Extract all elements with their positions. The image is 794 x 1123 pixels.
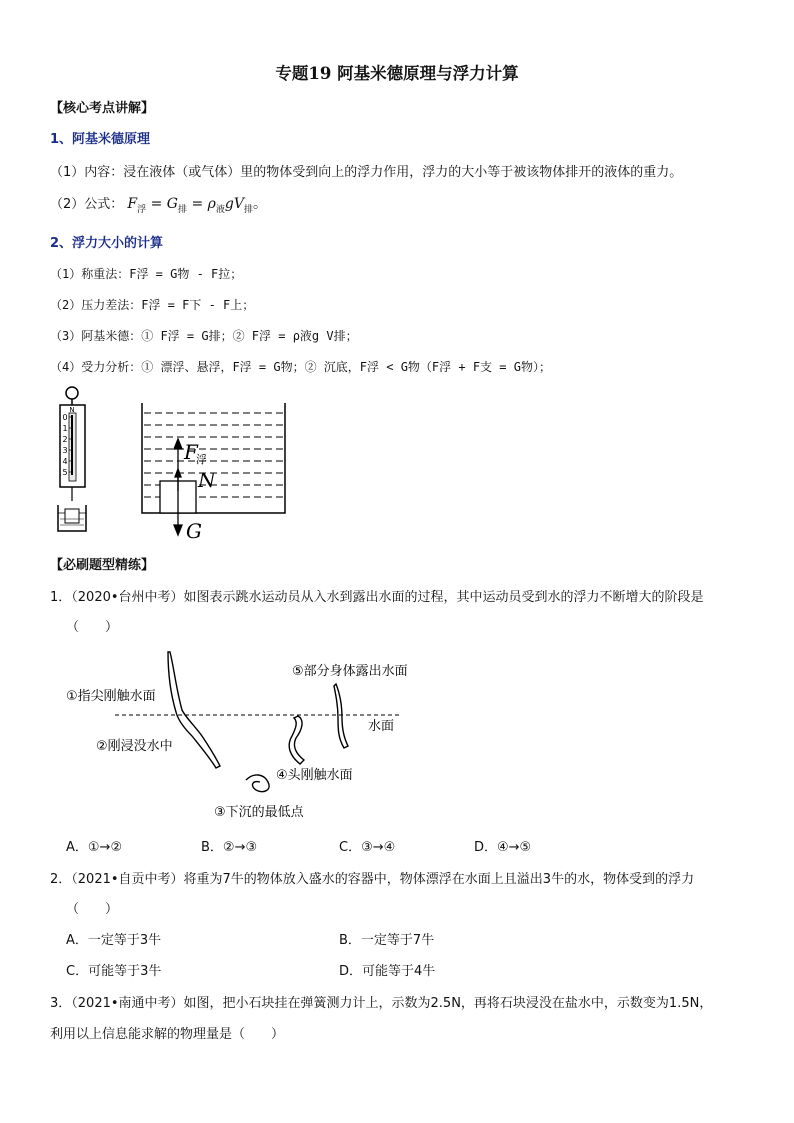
diver-head-touch-icon: [289, 716, 304, 764]
q2-option-a[interactable]: A．一定等于3牛: [66, 933, 162, 948]
svg-text:3: 3: [62, 446, 68, 455]
method-archimedes: （3）阿基米德：① F浮 = G排；② F浮 = ρ液g V排；: [50, 329, 358, 343]
label-stage-1: ①指尖刚触水面: [66, 689, 156, 704]
diver-emerging-icon: [334, 684, 348, 748]
label-water-surface: 水面: [368, 719, 395, 734]
diver-lowest-icon: [246, 775, 269, 792]
method-pressure-difference: （2）压力差法：F浮 = F下 - F上；: [50, 298, 255, 312]
svg-text:2: 2: [62, 435, 68, 444]
gravity-label: G: [186, 519, 202, 543]
label-stage-4: ④头刚触水面: [276, 768, 353, 783]
question-1-bracket: （ ）: [66, 620, 119, 635]
force-figure: [50, 383, 420, 543]
heading-calculation: 2、浮力大小的计算: [50, 236, 164, 251]
heading-archimedes: 1、阿基米德原理: [50, 132, 151, 147]
archimedes-formula: $F_浮 = G_排 = \rho_液gV_排$。: [127, 196, 267, 215]
q1-option-d[interactable]: D．④→⑤: [474, 840, 532, 855]
q2-option-c[interactable]: C．可能等于3牛: [66, 964, 162, 979]
support-label: N: [198, 468, 216, 492]
scale-unit: N: [69, 406, 75, 414]
formula-prefix: （2）公式：: [50, 197, 124, 212]
svg-text:5: 5: [62, 468, 68, 477]
method-force-analysis: （4）受力分析：① 漂浮、悬浮，F浮 = G物；② 沉底，F浮 < G物（F浮 + F支 = G物）；: [50, 360, 551, 374]
label-stage-5: ⑤部分身体露出水面: [292, 664, 408, 679]
diver-figure: [60, 648, 480, 828]
question-3-line-2: 利用以上信息能求解的物理量是（ ）: [50, 1027, 285, 1042]
label-stage-2: ②刚浸没水中: [96, 739, 173, 754]
question-2-bracket: （ ）: [66, 902, 119, 917]
diver-entering-icon: [168, 652, 220, 768]
svg-text:4: 4: [62, 457, 68, 466]
q1-option-b[interactable]: B．②→③: [201, 840, 258, 855]
question-3-line-1: 3．（2021•南通中考）如图，把小石块挂在弹簧测力计上，示数为2.5N，再将石块浸没在盐水中，示数变为1.5N，: [50, 996, 713, 1011]
q1-option-c[interactable]: C．③→④: [339, 840, 396, 855]
page-title: 专题19 阿基米德原理与浮力计算: [275, 64, 519, 83]
q2-option-b[interactable]: B．一定等于7牛: [339, 933, 435, 948]
question-1-text: 1．（2020•台州中考）如图表示跳水运动员从入水到露出水面的过程，其中运动员受到水的浮力不断增大的阶段是: [50, 590, 704, 605]
section-practice-heading: 【必刷题型精练】: [50, 558, 155, 573]
svg-text:1: 1: [62, 424, 68, 433]
section-core-heading: 【核心考点讲解】: [50, 101, 155, 116]
q1-option-a[interactable]: A．①→②: [66, 840, 123, 855]
buoyancy-sub: 浮: [196, 453, 207, 466]
q2-option-d[interactable]: D．可能等于4牛: [339, 964, 436, 979]
buoyancy-label: F: [184, 440, 198, 464]
svg-text:0: 0: [62, 413, 68, 422]
label-stage-3: ③下沉的最低点: [214, 805, 304, 820]
paragraph-content: （1）内容：浸在液体（或气体）里的物体受到向上的浮力作用，浮力的大小等于被该物体排开的液体的重力。: [50, 165, 683, 180]
method-weighing: （1）称重法：F浮 = G物 - F拉；: [50, 267, 243, 281]
question-2-text: 2．（2021•自贡中考）将重为7牛的物体放入盛水的容器中，物体漂浮在水面上且溢出3牛的水，物体受到的浮力: [50, 872, 695, 887]
paragraph-formula: [50, 193, 267, 215]
